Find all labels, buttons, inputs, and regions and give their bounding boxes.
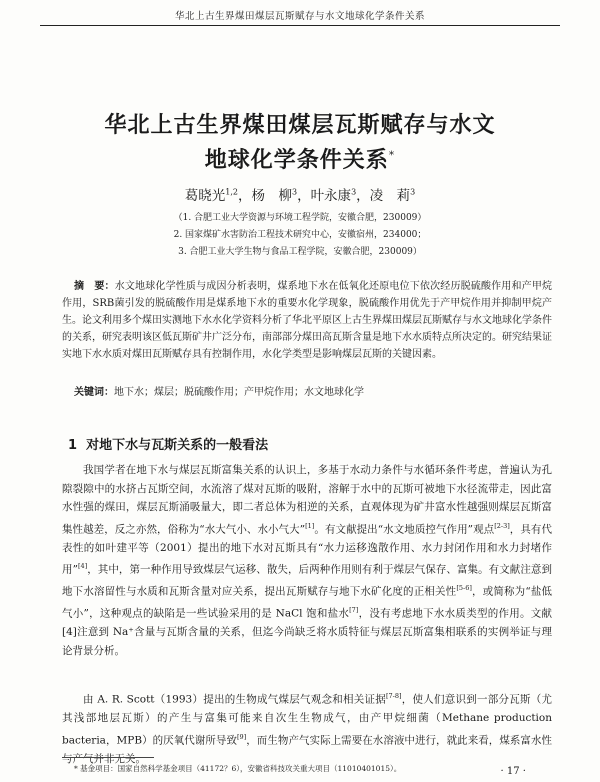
keywords-label: 关键词： [74, 387, 114, 398]
abstract-text: 水文地球化学性质与成因分析表明，煤系地下水在低氧化还原电位下依次经历脱硫酸作用和产甲烷作用，SRB菌引发的脱硫酸作用是煤系地下水的重要水化学现象，脱硫酸作用优先于产甲烷作用并抑制甲烷产生。论文利用多个煤田实测地下水水化学资料分析了华北平原区上古生界煤田煤层瓦斯赋存与水文地球化学条件的关系，研究表明该区低瓦斯矿井广泛分布，南部部分煤田高瓦斯含量是地下水水质特点所决定的。研究结果证实地下水水质对煤田瓦斯赋存具有控制作用，水化学类型是影响煤层瓦斯的关键因素。 [62, 281, 553, 360]
paragraph-text: ，使人们意识到一部分瓦斯（尤其浅部地层瓦斯）的产生与富集可能来自次生生物成气，由产甲烷细菌（Methane production bacteria，MPB）的厌氧代谢所导致 [62, 693, 553, 746]
author-affiliation-mark: 3 [410, 187, 416, 197]
section-number: 1 [68, 438, 78, 453]
author-affiliation-mark: 1,2 [225, 187, 238, 197]
paragraph-text: 。有文献提出“水文地质控气作用”观点 [314, 523, 495, 535]
body-paragraph-1 [62, 461, 552, 660]
footnote: * 基金项目：国家自然科学基金项目（41172？6），安徽省科技攻关重大项目（11010401015）。 [74, 764, 402, 773]
footnote-rule [62, 757, 154, 758]
paragraph-text: ，其中，第一种作用导致煤层气运移、散失，后两种作用则有利于煤层气保存、富集。有文献注意到地下水溶留性与水质和瓦斯含量对应关系，提出瓦斯赋存与地下水矿化度的正相关性 [62, 563, 552, 598]
page-number: · 17 · [500, 766, 526, 777]
author-name: 叶永康 [310, 188, 352, 204]
title-line-2-text: 地球化学条件关系 [204, 148, 389, 173]
author-name: 杨 柳 [251, 188, 292, 204]
body-paragraph-2 [62, 687, 552, 768]
author-name: 葛晓光 [184, 188, 226, 204]
paragraph-text: ，而生物产气实际上需要在水溶液中进行，就此来看，煤系富水性与产气并非无关。 [62, 734, 552, 765]
title-line-1: 华北上古生界煤田煤层瓦斯赋存与水文 [104, 113, 496, 138]
citation-ref: [9] [237, 732, 247, 741]
paragraph-text: ，没有考虑地下水水质类型的作用。文献[4]注意到 Na⁺含量与瓦斯含量的关系，但迄今尚缺乏将水质特征与煤层瓦斯富集相联系的实例举证与理论背景分析。 [62, 607, 553, 657]
paragraph-text: 由 A. R. Scott（1993）提出的生物成气煤层气观念和相关证据 [83, 693, 386, 706]
citation-ref: [7-8] [385, 692, 402, 700]
affiliation-3: 3. 合肥工业大学生物与食品工程学院，安徽合肥，230009） [178, 247, 422, 257]
citation-ref: [1] [305, 521, 315, 530]
affiliation-2: 2. 国家煤矿水害防治工程技术研究中心，安徽宿州，234000； [173, 230, 427, 240]
paragraph-text: ，或简称为“盐低气小”，这种观点的缺陷是一些试验采用的是 NaCl 饱和盐水 [62, 585, 553, 620]
paragraph-text: 我国学者在地下水与煤层瓦斯富集关系的认识上，多基于水动力条件与水循环条件考虑，普遍认为孔隙裂隙中的水挤占瓦斯空间，水流溶了煤对瓦斯的吸附，溶解于水中的瓦斯可被地下水径流带走，因此富水性强的煤田，煤层瓦斯涌吸量大，即二者总体为相逆的关系，直观体现为矿井富水性越强则煤层瓦斯富集性越差，反之亦然，俗称为“水大气小、水小气大” [62, 464, 552, 535]
keywords [74, 383, 554, 398]
title-footnote-mark: * [388, 148, 396, 162]
running-head: 华北上古生界煤田煤层瓦斯赋存与水文地球化学条件关系 [174, 11, 425, 22]
title-line-2 [0, 143, 600, 174]
citation-ref: [2-3] [494, 521, 510, 530]
section-title: 对地下水与瓦斯关系的一般看法 [86, 438, 269, 453]
citation-ref: [7] [349, 606, 359, 614]
section-heading [68, 434, 268, 453]
affiliation-1: （1. 合肥工业大学资源与环境工程学院，安徽合肥，230009） [173, 213, 427, 223]
abstract [62, 278, 552, 363]
keywords-text: 地下水；煤层；脱硫酸作用；产甲烷作用；水文地球化学 [114, 387, 364, 398]
citation-ref: [5-6] [456, 584, 472, 592]
author-affiliation-mark: 3 [351, 187, 357, 197]
header-rule [40, 25, 560, 26]
citation-ref: [4] [77, 562, 88, 570]
author-affiliation-mark: 3 [291, 187, 298, 197]
abstract-label: 摘 要： [74, 281, 115, 292]
author-list: 葛晓光$^{1,2}$，杨 柳$^3$，叶永康$^3$，凌 莉$^3$ [184, 187, 416, 204]
author-name: 凌 莉 [369, 188, 411, 204]
paragraph-text: ，具有代表性的如叶建平等（2001）提出的地下水对瓦斯具有“水力运移逸散作用、水力封闭作用和水力封堵作用” [62, 523, 552, 576]
